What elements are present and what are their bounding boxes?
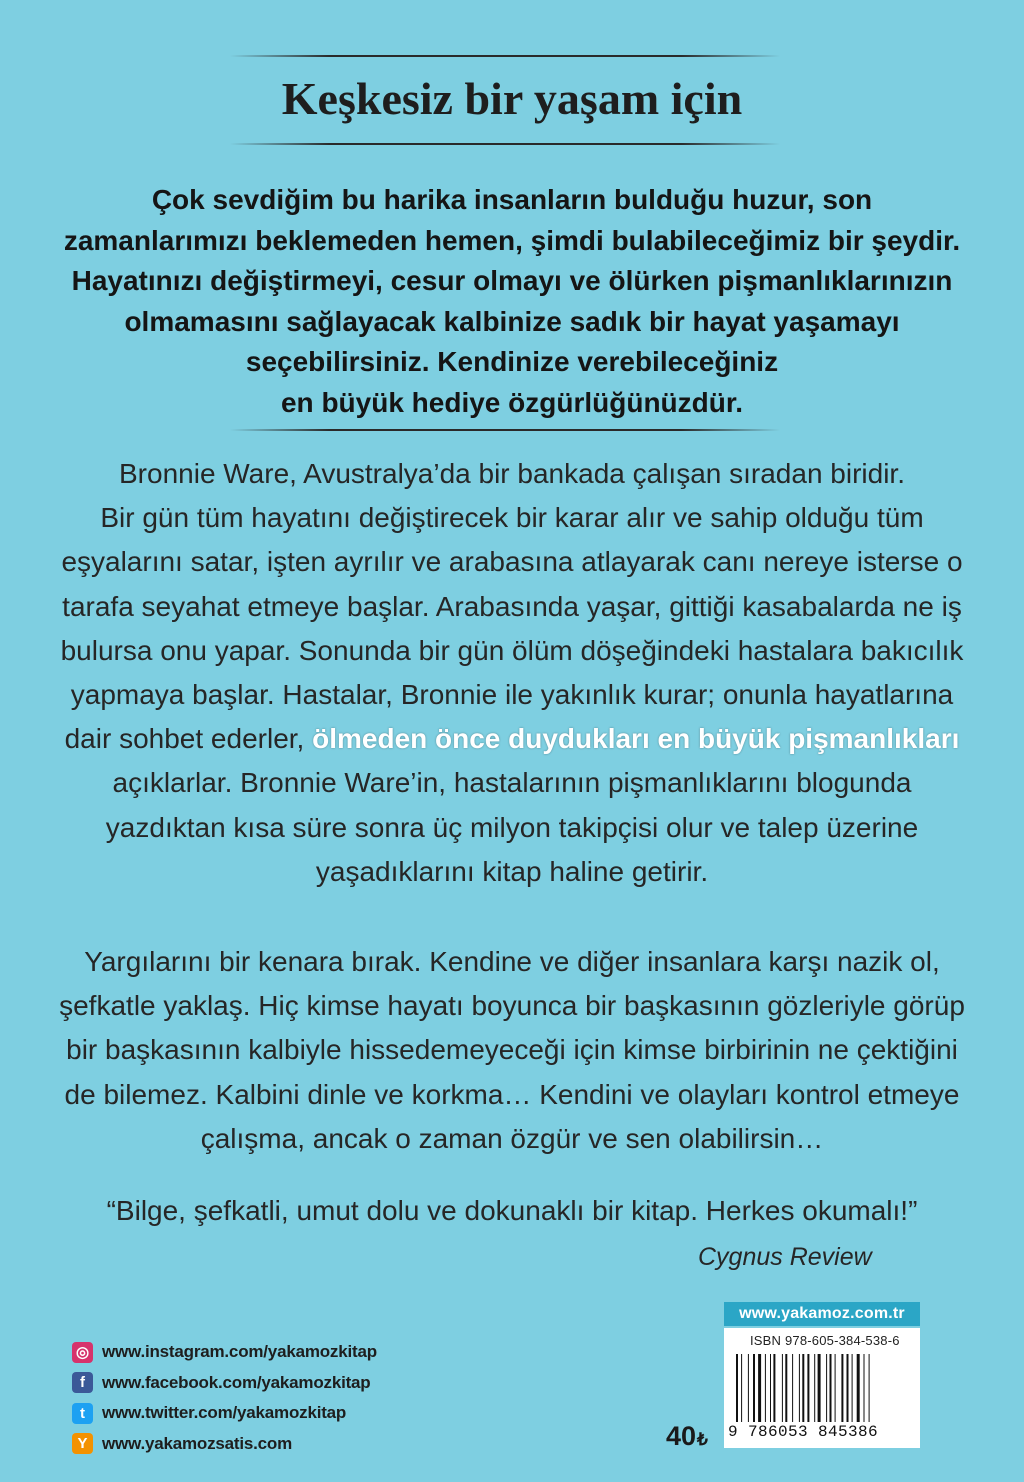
social-link-instagram[interactable] [72,1337,377,1368]
social-link-yakamozsatis[interactable] [72,1429,377,1460]
instagram-icon: ◎ [72,1342,93,1363]
barcode-bar [785,1354,787,1422]
page-title: Keşkesiz bir yaşam için [281,73,743,124]
body-line: Bronnie Ware, Avustralya’da bir bankada çalışan sıradan biridir. [119,458,905,489]
body-line: yapmaya başlar. Hastalar, Bronnie ile yakınlık kurar; onunla hayatlarına [70,679,954,711]
review-source: Cygnus Review [698,1243,872,1271]
website-label[interactable]: www.yakamoz.com.tr [724,1302,920,1326]
body-line: tarafa seyahat etmeye başlar. Arabasında yaşar, gittiği kasabalarda ne iş [62,590,962,622]
barcode-bar [802,1354,804,1422]
body-line: açıklarlar. Bronnie Ware’in, hastalarının pişmanlıklarını blogunda [112,767,912,799]
review-quote: “Bilge, şefkatli, umut dolu ve dokunaklı bir kitap. Herkes okumalı!” [106,1195,918,1226]
barcode-box [724,1328,920,1448]
isbn-text: ISBN 978-605-384-538-6 [750,1333,900,1348]
social-links [72,1337,377,1459]
body-line: bir başkasının kalbiyle hissedemeyeceği için kimse birbirinin ne çektiğini [66,1034,958,1066]
title-bottom-rule [230,143,780,145]
body-line: de bilemez. Kalbini dinle ve korkma… Kendini ve olayları kontrol etmeye [64,1078,960,1110]
lead-line: olmamasını sağlayacak kalbinize sadık bir hayat yaşamayı [124,305,900,337]
barcode [736,1354,908,1422]
barcode-bar [841,1354,843,1422]
barcode-bar [753,1354,755,1422]
lead-paragraph [40,180,984,423]
social-link-facebook[interactable] [72,1368,377,1399]
barcode-bar [748,1354,749,1422]
yakamoz-icon: Y [72,1433,93,1454]
body-line: yazdıktan kısa süre sonra üç milyon takipçisi olur ve talep üzerine [105,811,919,843]
twitter-icon: t [72,1403,93,1424]
barcode-bar [826,1354,827,1422]
barcode-bar [770,1354,771,1422]
advice-paragraph [30,940,994,1161]
social-link-twitter[interactable] [72,1398,377,1429]
lead-line: en büyük hediye özgürlüğünüzdür. [280,386,743,418]
social-link-text: www.yakamozsatis.com [102,1433,293,1453]
lead-line: seçebilirsiniz. Kendinize verebileceğiniz [245,346,779,377]
barcode-bar [814,1354,815,1422]
facebook-icon: f [72,1372,93,1393]
price-value: 40 [666,1421,697,1451]
lead-line: zamanlarımızı beklemeden hemen, şimdi bulabileceğimiz bir şeydir. [63,224,961,256]
barcode-bar [758,1354,761,1422]
barcode-bar [852,1354,853,1422]
barcode-bar [799,1354,800,1422]
lead-bottom-rule [230,429,780,431]
body-line: Yargılarını bir kenara bırak. Kendine ve diğer insanlara karşı nazik ol, [84,946,940,977]
body-line [30,717,994,761]
barcode-number: 9 786053 845386 [728,1423,879,1441]
body-line: yaşadıklarını kitap haline getirir. [315,855,709,887]
barcode-bar [782,1354,783,1422]
body-line-start: dair sohbet ederler, [64,723,313,755]
barcode-bar [773,1354,775,1422]
price [666,1421,708,1452]
barcode-bar [736,1354,738,1422]
currency-symbol: ₺ [697,1430,708,1449]
body-line: bulursa onu yapar. Sonunda bir gün ölüm döşeğindeki hastalara bakıcılık [60,634,964,666]
barcode-bar [830,1354,832,1422]
body-line: Bir gün tüm hayatını değiştirecek bir karar alır ve sahip olduğu tüm [100,502,924,534]
title-top-rule [230,55,780,57]
social-link-text: www.instagram.com/yakamozkitap [102,1342,377,1362]
lead-line: Çok sevdiğim bu harika insanların bulduğu huzur, son [151,184,873,215]
social-link-text: www.facebook.com/yakamozkitap [102,1372,371,1392]
barcode-bar [847,1354,849,1422]
barcode-bar [741,1354,742,1422]
body-line: şefkatle yaklaş. Hiç kimse hayatı boyunca bir başkasının gözleriyle görüp [59,990,965,1022]
description-paragraph [30,452,994,894]
barcode-bar [807,1354,809,1422]
barcode-bar [765,1354,766,1422]
barcode-bar [857,1354,860,1422]
body-line: çalışma, ancak o zaman özgür ve sen olabilirsin… [200,1122,824,1154]
body-line: eşyalarını satar, işten ayrılır ve arabasına atlayarak canı nereye isterse o [61,546,963,578]
lead-line: Hayatınızı değiştirmeyi, cesur olmayı ve ölürken pişmanlıklarınızın [71,265,953,296]
highlight-text: ölmeden önce duydukları en büyük pişmanlıkları [312,723,960,755]
barcode-bar [869,1354,870,1422]
barcode-bar [835,1354,836,1422]
barcode-bar [864,1354,865,1422]
social-link-text: www.twitter.com/yakamozkitap [102,1403,347,1423]
barcode-bar [792,1354,793,1422]
barcode-bar [818,1354,821,1422]
